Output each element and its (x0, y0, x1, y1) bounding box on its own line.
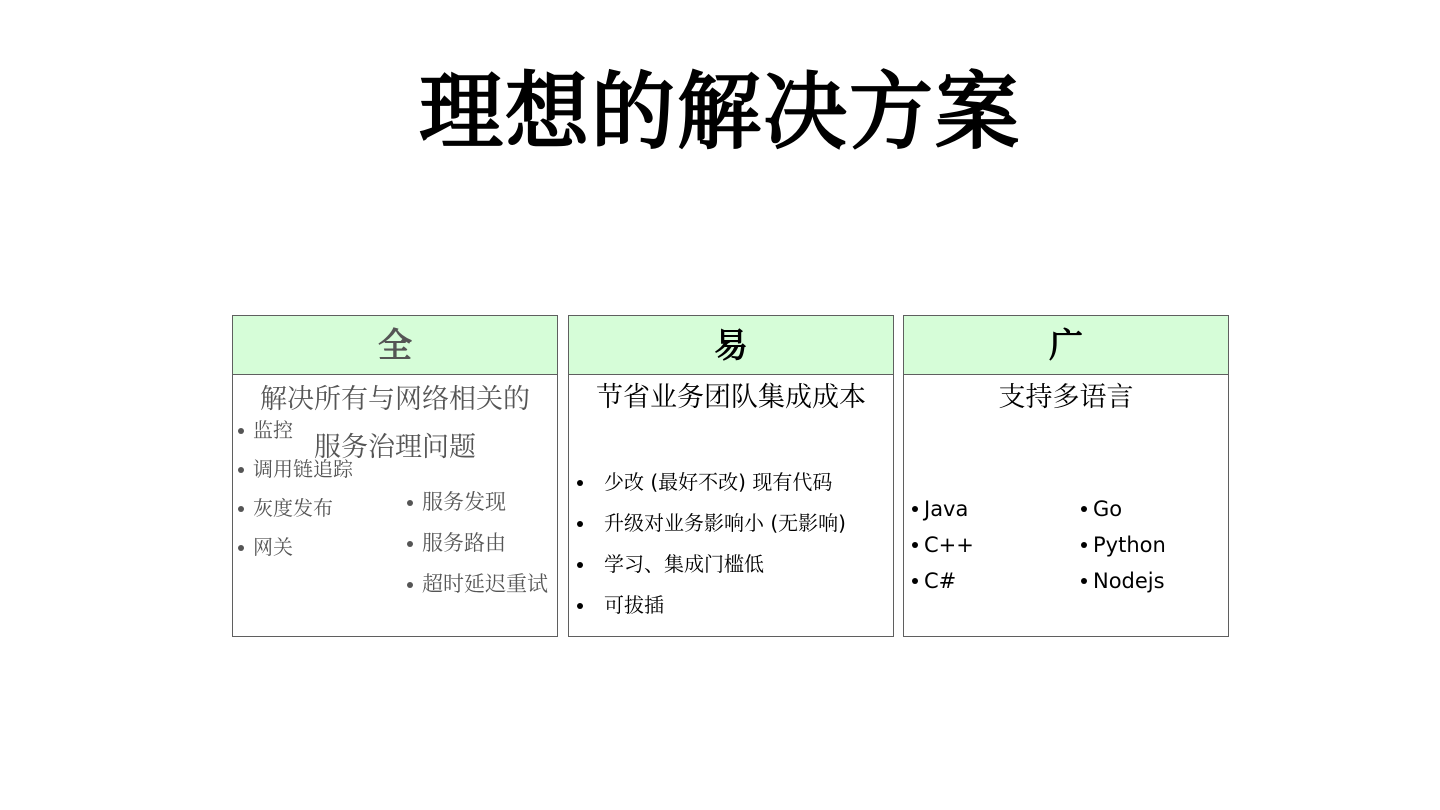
list-item: C++ (924, 527, 974, 563)
feature-list-right (422, 482, 548, 605)
list-item: 调用链追踪 (253, 450, 353, 489)
list-item: 网关 (253, 528, 353, 567)
list-item: 监控 (253, 411, 353, 450)
list-item: 服务发现 (422, 482, 548, 523)
list-item: 学习、集成门槛低 (604, 544, 846, 585)
list-item: Java (924, 491, 974, 527)
slide-title: 理想的解决方案 (418, 63, 1021, 161)
card-subtitle: 节省业务团队集成成本 (596, 382, 866, 413)
card-subtitle: 支持多语言 (998, 382, 1134, 413)
card-subtitle-line: 服务治理问题 (314, 432, 476, 463)
card-broad (903, 315, 1229, 637)
list-item: 灰度发布 (253, 489, 353, 528)
list-item: 可拔插 (604, 585, 846, 626)
list-item: Python (1093, 527, 1166, 563)
card-heading: 全 (233, 316, 557, 375)
card-subtitle-line: 解决所有与网络相关的 (260, 384, 530, 415)
feature-list-left (253, 411, 353, 567)
language-list-right (1093, 491, 1166, 599)
card-heading: 广 (904, 316, 1228, 375)
list-item: 少改 (最好不改) 现有代码 (604, 462, 846, 503)
card-easy (568, 315, 894, 637)
feature-list (604, 462, 846, 626)
list-item: Nodejs (1093, 563, 1166, 599)
list-item: 超时延迟重试 (422, 564, 548, 605)
language-list-left (924, 491, 974, 599)
card-complete (232, 315, 558, 637)
list-item: C# (924, 563, 974, 599)
list-item: Go (1093, 491, 1166, 527)
list-item: 升级对业务影响小 (无影响) (604, 503, 846, 544)
card-heading: 易 (569, 316, 893, 375)
list-item: 服务路由 (422, 523, 548, 564)
